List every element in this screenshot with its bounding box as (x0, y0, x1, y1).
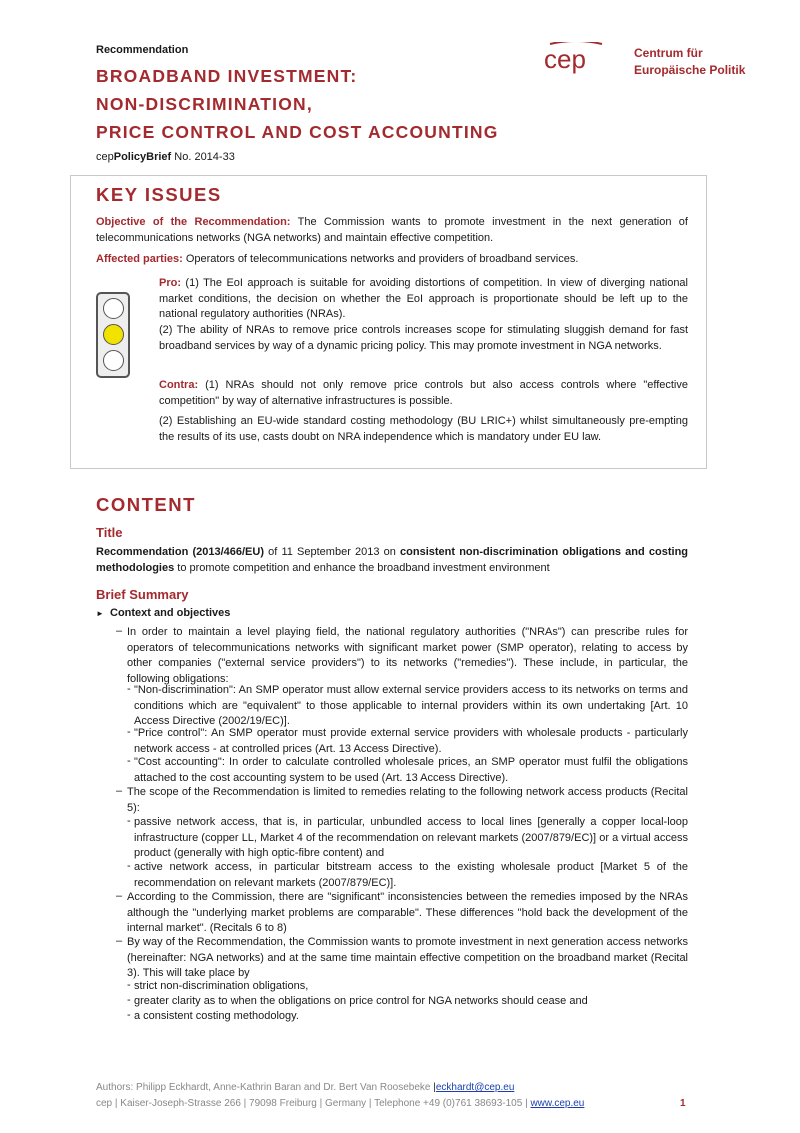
key-issues-heading: KEY ISSUES (96, 184, 222, 205)
contra-1-paragraph (159, 378, 688, 409)
contra-1-text: (1) NRAs should not only remove price controls but also access controls where "effective competition" by way of alternative infrastructures is possible. (159, 379, 688, 407)
traffic-light-green-off (103, 350, 124, 371)
address-text: cep | Kaiser-Joseph-Strasse 266 | 79098 Freiburg | Germany | Telephone +49 (0)761 38693-105 | (96, 1098, 531, 1109)
list-item: By way of the Recommendation, the Commission wants to promote investment in next generation access networks (hereinafter: NGA networks) and at the same time maintain effective competition on the broadband market (Recital 3). This will take place by (127, 936, 688, 979)
dash-marker: - (127, 726, 131, 738)
org-name-line-1: Centrum für (634, 46, 703, 60)
dash-marker: - (127, 994, 131, 1006)
triangle-bullet-icon: ► (96, 609, 104, 618)
list-item: In order to maintain a level playing field, the national regulatory authorities ("NRAs") can prescribe rules for operators of telecommunications networks with significant market power (SMP operator), relating to access by other companies ("external service providers") to its networks ("remedies"). These include, in particular, the following obligations: (127, 626, 688, 685)
list-item: "Price control": An SMP operator must provide external service providers with wholesale products - particularly network access - at controlled prices (Art. 13 Access Directive). (134, 727, 688, 755)
title-bold-2: consistent non-discrimination obligations and costing methodologies (96, 546, 689, 574)
title-bold-1: Recommendation (2013/466/EU) (96, 546, 264, 558)
list-item: a consistent costing methodology. (134, 1010, 299, 1022)
dash-marker: - (127, 860, 131, 872)
pro-label: Pro: (159, 277, 181, 289)
org-name-line-2: Europäische Politik (634, 63, 746, 77)
traffic-light-icon (96, 292, 130, 378)
logo-text: cep (544, 44, 586, 74)
objective-paragraph (96, 215, 688, 246)
pro-1-paragraph (159, 276, 688, 323)
list-item: greater clarity as to when the obligations on price control for NGA networks should cease and (134, 995, 588, 1007)
dash-marker: – (116, 625, 123, 637)
list-item: "Cost accounting": In order to calculate controlled wholesale prices, an SMP operator must fulfil the obligations attached to the cost accounting system to be used (Art. 13 Access Directive). (134, 756, 688, 784)
objective-label: Objective of the Recommendation: (96, 216, 291, 228)
document-type: Recommendation (96, 44, 189, 56)
policy-brief-number (96, 151, 235, 163)
title-subheading: Title (96, 525, 123, 540)
org-name (634, 45, 745, 79)
bullet-heading-text: Context and objectives (110, 607, 231, 619)
author-email-link[interactable]: eckhardt@cep.eu (435, 1082, 515, 1093)
pro-1-text: (1) The EoI approach is suitable for avoiding distortions of competition. In view of diverging national market conditions, the decision on whether the EoI approach is proportionate should be left up to the national regulatory authorities (NRAs). (159, 277, 688, 320)
brief-bold: PolicyBrief (113, 151, 172, 163)
list-item: active network access, in particular bitstream access to the existing wholesale product [Market 5 of the recommendation on relevant markets (2007/879/EC)]. (134, 861, 688, 889)
cep-logo (542, 42, 610, 78)
page-number: 1 (680, 1098, 686, 1109)
dash-marker: - (127, 683, 131, 695)
brief-prefix: cep (96, 151, 114, 163)
dash-marker: - (127, 1009, 131, 1021)
list-item: "Non-discrimination": An SMP operator must allow external service providers access to its networks on terms and conditions which are "equivalent" to those applicable to internal providers within its own undertaking [Art. 10 Access Directive (2002/19/EC)]. (134, 684, 688, 727)
footer-address (96, 1098, 584, 1109)
title-line-3: PRICE CONTROL AND COST ACCOUNTING (96, 122, 499, 142)
list-item: passive network access, that is, in particular, unbundled access to local lines [generally a copper local-loop infrastructure (copper LL, Market 4 of the recommendation on relevant markets (2007/879/EC)] or a virtual access product (generally with high optic-fibre content) and (134, 816, 688, 859)
recommendation-title (96, 545, 688, 576)
list-item: The scope of the Recommendation is limited to remedies relating to the following network access products (Recital 5): (127, 786, 688, 814)
dash-marker: - (127, 979, 131, 991)
title-line-1: BROADBAND INVESTMENT: (96, 66, 358, 86)
content-heading: CONTENT (96, 494, 196, 515)
website-link[interactable]: www.cep.eu (530, 1098, 585, 1109)
list-item: strict non-discrimination obligations, (134, 980, 309, 992)
dash-marker: - (127, 755, 131, 767)
dash-marker: – (116, 935, 123, 947)
title-line-2: NON-DISCRIMINATION, (96, 94, 313, 114)
objective-text: The Commission wants to promote investment in the next generation of telecommunications networks (NGA networks) and maintain effective competition. (96, 216, 688, 244)
dash-marker: – (116, 890, 123, 902)
pro-2-paragraph: (2) The ability of NRAs to remove price controls increases scope for stimulating sluggish demand for fast broadband services by way of a dynamic pricing policy. This may promote investment in NGA networks. (159, 324, 688, 352)
contra-2-paragraph: (2) Establishing an EU-wide standard costing methodology (BU LRIC+) whilst simultaneously pre-empting the results of its use, casts doubt on NRA independence which is mandatory under EU law. (159, 415, 688, 443)
context-objectives-bullet (96, 607, 230, 619)
title-text-2: to promote competition and enhance the broadband investment environment (174, 561, 550, 574)
brief-summary-subheading: Brief Summary (96, 587, 189, 602)
traffic-light-yellow-on (103, 324, 124, 345)
dash-marker: – (116, 785, 123, 797)
affected-label: Affected parties: (96, 253, 183, 265)
affected-paragraph (96, 252, 688, 268)
traffic-light-red-off (103, 298, 124, 319)
list-item: According to the Commission, there are "significant" inconsistencies between the remedies imposed by the NRAs although the "underlying market problems are comparable". These differences "hold back the development of the internal market". (Recitals 6 to 8) (127, 891, 688, 934)
brief-number: No. 2014-33 (171, 151, 235, 163)
title-text-1: of 11 September 2013 on (264, 546, 401, 558)
footer-separator: | (433, 1082, 436, 1093)
dash-marker: - (127, 815, 131, 827)
authors-text: Authors: Philipp Eckhardt, Anne-Kathrin Baran and Dr. Bert Van Roosebeke (96, 1082, 431, 1093)
footer-authors (96, 1082, 514, 1093)
affected-text: Operators of telecommunications networks and providers of broadband services. (182, 253, 579, 265)
contra-label: Contra: (159, 379, 199, 391)
